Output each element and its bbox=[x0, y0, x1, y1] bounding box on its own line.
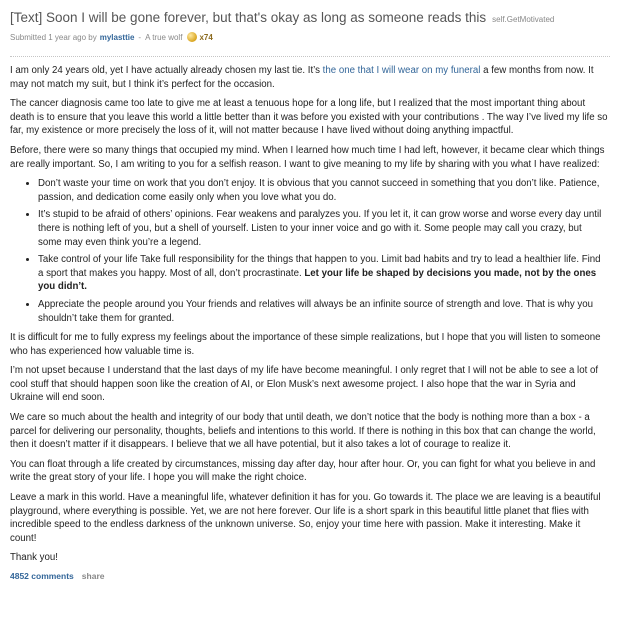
author-link[interactable]: mylasttie bbox=[99, 32, 135, 42]
user-flair: A true wolf bbox=[145, 32, 183, 42]
gilded-badge[interactable] bbox=[187, 32, 212, 42]
post-meta bbox=[10, 32, 612, 42]
share-link[interactable]: share bbox=[81, 571, 105, 581]
realizations-list bbox=[10, 177, 608, 325]
paragraph-9: Thank you! bbox=[10, 552, 58, 564]
post-domain-link[interactable]: self.GetMotivated bbox=[492, 15, 555, 24]
paragraph-6: We care so much about the health and integrity of our body that until death, we don’t notice that the body is nothing more than a box - a parcel for delivering our personality, thoughts, beliefs and intentions to this world. If there is nothing in this box that can change the world, then it doesn’t matter if it disappears. I believe that we all have potential, but it also takes a lot of courage to realize it. bbox=[10, 412, 596, 451]
bold-quote: Let your life be shaped by decisions you made, not by the ones you didn’t. bbox=[38, 267, 597, 293]
list-item: • Don’t waste your time on work that you don’t enjoy. It is obvious that you cannot succeed in something that you don’t like. Patience, passion, and dedication come easily only when you love what you do. bbox=[38, 177, 608, 204]
gilded-count: x74 bbox=[199, 32, 213, 42]
paragraph-7: You can float through a life created by circumstances, missing day after day, hour after hour. Or, you can fight for what you believe in and write the great story of your life. I hope you will make the right choice. bbox=[10, 458, 596, 484]
post-footer bbox=[10, 571, 612, 581]
funeral-tie-link[interactable]: the one that I will wear on my funeral bbox=[322, 65, 481, 76]
list-item: • Take control of your life Take full responsibility for the things that happen to you. Limit bad habits and try to lead a healthier life. Find a sport that makes you happy. Most of all, don’t procrastinate. Let your life be shaped by decisions you made, not by the ones you didn’t. bbox=[38, 253, 608, 294]
paragraph-1: I am only 24 years old, yet I have actually already chosen my last tie. It’s the one that I will wear on my funeral a few months from now. It may not match my suit, but I think it’s perfect for the occasion. bbox=[10, 65, 594, 90]
list-item: • Appreciate the people around you Your friends and relatives will always be an infinite source of strength and love. That is why you shouldn’t take them for granted. bbox=[38, 298, 608, 325]
paragraph-2: The cancer diagnosis came too late to give me at least a tenuous hope for a long life, but I realized that the most important thing about death is to ensure that you leave this world a little better than it was before you existed with your contributions . The way I’ve lived my life so far, my existence or more precisely the loss of it, will not matter because I have lived without doing anything impactful. bbox=[10, 98, 608, 137]
paragraph-4: It is difficult for me to fully express my feelings about the importance of these simple realizations, but I hope that you will listen to someone who has experienced how valuable time is. bbox=[10, 332, 601, 357]
gold-coin-icon bbox=[187, 32, 197, 42]
comments-link[interactable]: 4852 comments bbox=[10, 571, 74, 581]
title-row bbox=[10, 10, 612, 25]
post-body bbox=[10, 64, 608, 565]
paragraph-3: Before, there were so many things that occupied my mind. When I learned how much time I had left, however, it became clear which things are really important. So, I am writing to you for a selfish reason. I want to give meaning to my life by sharing with you what I have realized: bbox=[10, 144, 605, 170]
list-item: • It’s stupid to be afraid of others’ opinions. Fear weakens and paralyzes you. If you let it, it can grow worse and worse every day until there is nothing left of you, but a shell of yourself. Listen to your inner voice and go with it. Some people may call you crazy, but some may even think you’re a legend. bbox=[38, 208, 608, 249]
title-divider bbox=[10, 56, 610, 57]
paragraph-5: I’m not upset because I understand that the last days of my life have become meaningful. I only regret that I will not be able to see a lot of cool stuff that should happen soon like the creation of AI, or Elon Musk’s next awesome project. I also hope that the war in Syria and Ukraine will end soon. bbox=[10, 365, 599, 404]
post-title-link[interactable]: [Text] Soon I will be gone forever, but that's okay as long as someone reads this bbox=[10, 10, 487, 25]
submitted-text: Submitted 1 year ago by bbox=[10, 32, 97, 42]
paragraph-8: Leave a mark in this world. Have a meaningful life, whatever definition it has for you. Go towards it. The place we are leaving is a beautiful playground, where everything is possible. Yet, we are not here forever. Our life is a short spark in this beautiful little planet that flies with incredible speed to the endless darkness of the unknown universe. So, enjoy your time here with passion. Make it interesting. Make it count! bbox=[10, 492, 601, 544]
meta-separator: - bbox=[138, 32, 142, 42]
